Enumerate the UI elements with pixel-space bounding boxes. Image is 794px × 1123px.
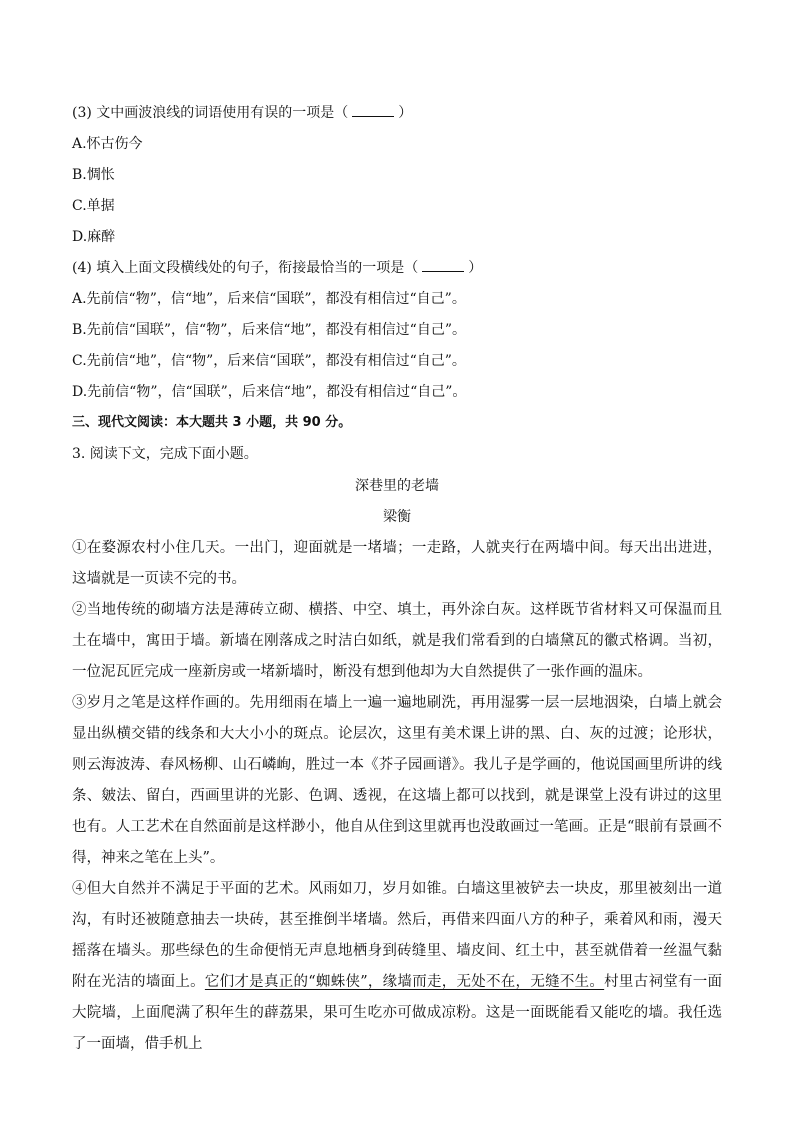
option-3b: B.惆怅: [72, 167, 115, 183]
paragraph-4-text-a: ④但大自然并不满足于平面的艺术。风雨如刀，岁月如锥。白墙这里被铲去一块皮，那里被刻出一道沟，有时还被随意抽去一块砖，甚至推倒半堵墙。然后，再借来四面八方的种子，乘着风和雨，漫天摇落在墙头。那些绿色的生命便悄无声息地栖身到砖缝里、墙皮间、红土中，甚至就借着一丝温气黏附在光洁的墙面上。: [72, 881, 722, 990]
question-3-stem-text: (3) 文中画波浪线的词语使用有误的一项是（: [72, 105, 349, 121]
question-3-stem: [72, 103, 412, 123]
paragraph-1: ①在婺源农村小住几天。一出门，迎面就是一堵墙；一走路，人就夹行在两墙中间。每天出出进进，这墙就是一页读不完的书。: [72, 540, 722, 587]
option-3a: A.怀古伤今: [72, 136, 143, 152]
question-4-stem-text: (4) 填入上面文段横线处的句子，衔接最恰当的一项是（: [72, 260, 419, 276]
question-3-stem-close: ）: [398, 105, 413, 121]
paragraph-4-text-b: 村里古祠堂有一面大院墙，上面爬满了积年生的薜荔果，果可生吃亦可做成凉粉。这是一面既能看又能吃的墙。我任选了一面墙，借手机上: [72, 974, 723, 1052]
section-heading: 三、现代文阅读：本大题共 3 小题，共 90 分。: [72, 415, 352, 430]
article-title: 深巷里的老墙: [355, 478, 439, 494]
reading-intro: 3. 阅读下文，完成下面小题。: [72, 446, 258, 462]
question-4-stem: [72, 258, 482, 278]
option-4a: A.先前信“物”，信“地”，后来信“国联”，都没有相信过“自己”。: [72, 291, 466, 307]
paragraph-4: [72, 874, 722, 1060]
paragraph-2: ②当地传统的砌墙方法是薄砖立砌、横搭、中空、填土，再外涂白灰。这样既节省材料又可保温而且土在墙中，寓田于墙。新墙在刚落成之时洁白如纸，就是我们常看到的白墙黛瓦的徽式格调。当初，一位泥瓦匠完成一座新房或一堵新墙时，断没有想到他却为大自然提供了一张作画的温床。: [72, 602, 722, 680]
option-4c: C.先前信“地”，信“物”，后来信“国联”，都没有相信过“自己”。: [72, 353, 466, 369]
question-4-stem-close: ）: [468, 260, 483, 276]
option-4b: B.先前信“国联”，信“物”，后来信“地”，都没有相信过“自己”。: [72, 322, 466, 338]
option-3c: C.单据: [72, 198, 115, 214]
option-4d: D.先前信“物”，信“国联”，后来信“地”，都没有相信过“自己”。: [72, 384, 467, 400]
answer-blank[interactable]: [352, 104, 394, 117]
option-3d: D.麻醉: [72, 229, 116, 245]
paragraph-3: ③岁月之笔是这样作画的。先用细雨在墙上一遍一遍地刷洗，再用湿雾一层一层地洇染，白墙上就会显出纵横交错的线条和大大小小的斑点。论层次，这里有美术课上讲的黑、白、灰的过渡；论形状，则云海波涛、春风杨柳、山石嶙峋，胜过一本《芥子园画谱》。我儿子是学画的，他说国画里所讲的线条、皴法、留白，西画里讲的光影、色调、透视，在这墙上都可以找到，就是课堂上没有讲过的这里也有。人工艺术在自然面前是这样渺小，他自从住到这里就再也没敢画过一笔画。正是“眼前有景画不得，神来之笔在上头”。: [72, 695, 722, 866]
article-author: 梁衡: [383, 509, 411, 525]
underlined-sentence: 它们才是真正的“蜘蛛侠”，缘墙而走，无处不在，无缝不生。: [204, 974, 605, 990]
answer-blank[interactable]: [422, 259, 464, 272]
